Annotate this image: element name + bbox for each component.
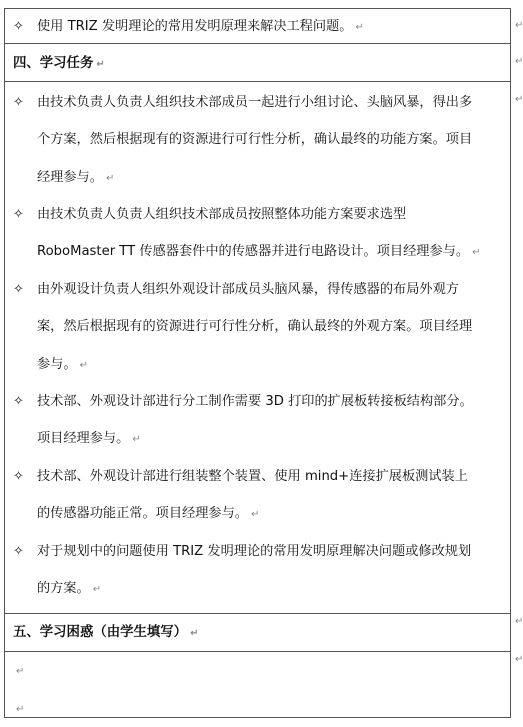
task-text: RoboMaster TT 传感器套件中的传感器并进行电路设计。项目经理参与。 xyxy=(37,244,470,259)
paragraph-mark-icon: ↵ xyxy=(472,247,481,258)
row-end-mark-icon: ↵ xyxy=(515,654,523,665)
task-2-line-2 xyxy=(37,243,480,262)
table-row-answer-area[interactable] xyxy=(5,652,510,718)
task-text: 参与。 xyxy=(37,357,77,372)
row-text: 使用 TRIZ 发明理论的常用发明原理来解决工程问题。 xyxy=(37,19,353,34)
task-text: 技术部、外观设计部进行组装整个装置、使用 mind+连接扩展板测试装上 xyxy=(37,469,468,484)
bullet-diamond-icon: ✧ xyxy=(13,394,24,409)
section-heading xyxy=(13,55,105,74)
bullet-diamond-icon: ✧ xyxy=(13,544,24,559)
table-row-tasks xyxy=(5,82,510,614)
task-3-line-1 xyxy=(13,281,459,299)
task-text: 个方案，然后根据现有的资源进行可行性分析，确认最终的功能方案。项目 xyxy=(37,132,473,147)
table-row-principle xyxy=(5,8,510,44)
bullet-diamond-icon: ✧ xyxy=(13,19,24,34)
paragraph-mark-icon: ↵ xyxy=(79,360,88,371)
task-text: 对于规划中的问题使用 TRIZ 发明理论的常用发明原理解决问题或修改规划 xyxy=(37,544,472,559)
paragraph-mark-icon: ↵ xyxy=(92,584,102,595)
section-4-title: 四、学习任务 xyxy=(13,56,94,71)
empty-paragraph[interactable] xyxy=(13,700,24,719)
task-text: 由外观设计负责人组织外观设计部成员头脑风暴，得传感器的布局外观方 xyxy=(37,282,459,297)
task-text: 案，然后根据现有的资源进行可行性分析，确认最终的外观方案。项目经理 xyxy=(37,319,473,334)
task-text: 由技术负责人负责人组织技术部成员一起进行小组讨论、头脑风暴，得出多 xyxy=(37,95,473,110)
row-end-mark-icon: ↵ xyxy=(515,20,523,31)
paragraph-mark-icon: ↵ xyxy=(355,22,364,33)
task-text: 的方案。 xyxy=(37,581,90,596)
table-row-section-5-heading xyxy=(5,614,510,652)
bullet-diamond-icon: ✧ xyxy=(13,207,24,222)
task-1-line-3 xyxy=(37,169,114,188)
task-5-line-1 xyxy=(13,468,468,486)
task-text: 项目经理参与。 xyxy=(37,431,130,446)
task-text: 的传感器功能正常。项目经理参与。 xyxy=(37,506,248,521)
task-1-line-2 xyxy=(37,131,472,149)
task-6-line-1 xyxy=(13,543,471,561)
task-6-line-2 xyxy=(37,580,101,599)
bullet-diamond-icon: ✧ xyxy=(13,282,24,297)
bullet-diamond-icon: ✧ xyxy=(13,95,24,110)
paragraph-mark-icon: ↵ xyxy=(251,509,260,520)
paragraph-mark-icon: ↵ xyxy=(132,434,141,445)
bullet-diamond-icon: ✧ xyxy=(13,469,24,484)
text-line xyxy=(13,18,364,37)
task-text: 由技术负责人负责人组织技术部成员按照整体功能方案要求选型 xyxy=(37,207,407,222)
task-4-line-1 xyxy=(13,393,473,411)
task-5-line-2 xyxy=(37,505,259,524)
document-table xyxy=(4,8,511,718)
paragraph-mark-icon: ↵ xyxy=(16,666,25,677)
section-heading xyxy=(13,624,198,643)
paragraph-mark-icon: ↵ xyxy=(190,628,199,639)
section-5-title: 五、学习困惑（由学生填写） xyxy=(13,625,188,640)
task-1-line-1 xyxy=(13,94,472,112)
paragraph-mark-icon: ↵ xyxy=(16,704,25,715)
row-end-mark-icon: ↵ xyxy=(515,616,523,627)
empty-paragraph[interactable] xyxy=(13,662,24,681)
task-4-line-2 xyxy=(37,430,141,449)
paragraph-mark-icon: ↵ xyxy=(105,173,115,184)
task-3-line-3 xyxy=(37,356,88,375)
table-row-section-4-heading xyxy=(5,44,510,82)
row-end-mark-icon: ↵ xyxy=(515,94,523,105)
row-end-mark-icon: ↵ xyxy=(515,56,523,67)
paragraph-mark-icon: ↵ xyxy=(96,59,105,70)
task-text: 技术部、外观设计部进行分工制作需要 3D 打印的扩展板转接板结构部分。 xyxy=(37,394,473,409)
task-text: 经理参与。 xyxy=(37,170,103,185)
task-2-line-1 xyxy=(13,206,406,224)
task-3-line-2 xyxy=(37,318,472,336)
